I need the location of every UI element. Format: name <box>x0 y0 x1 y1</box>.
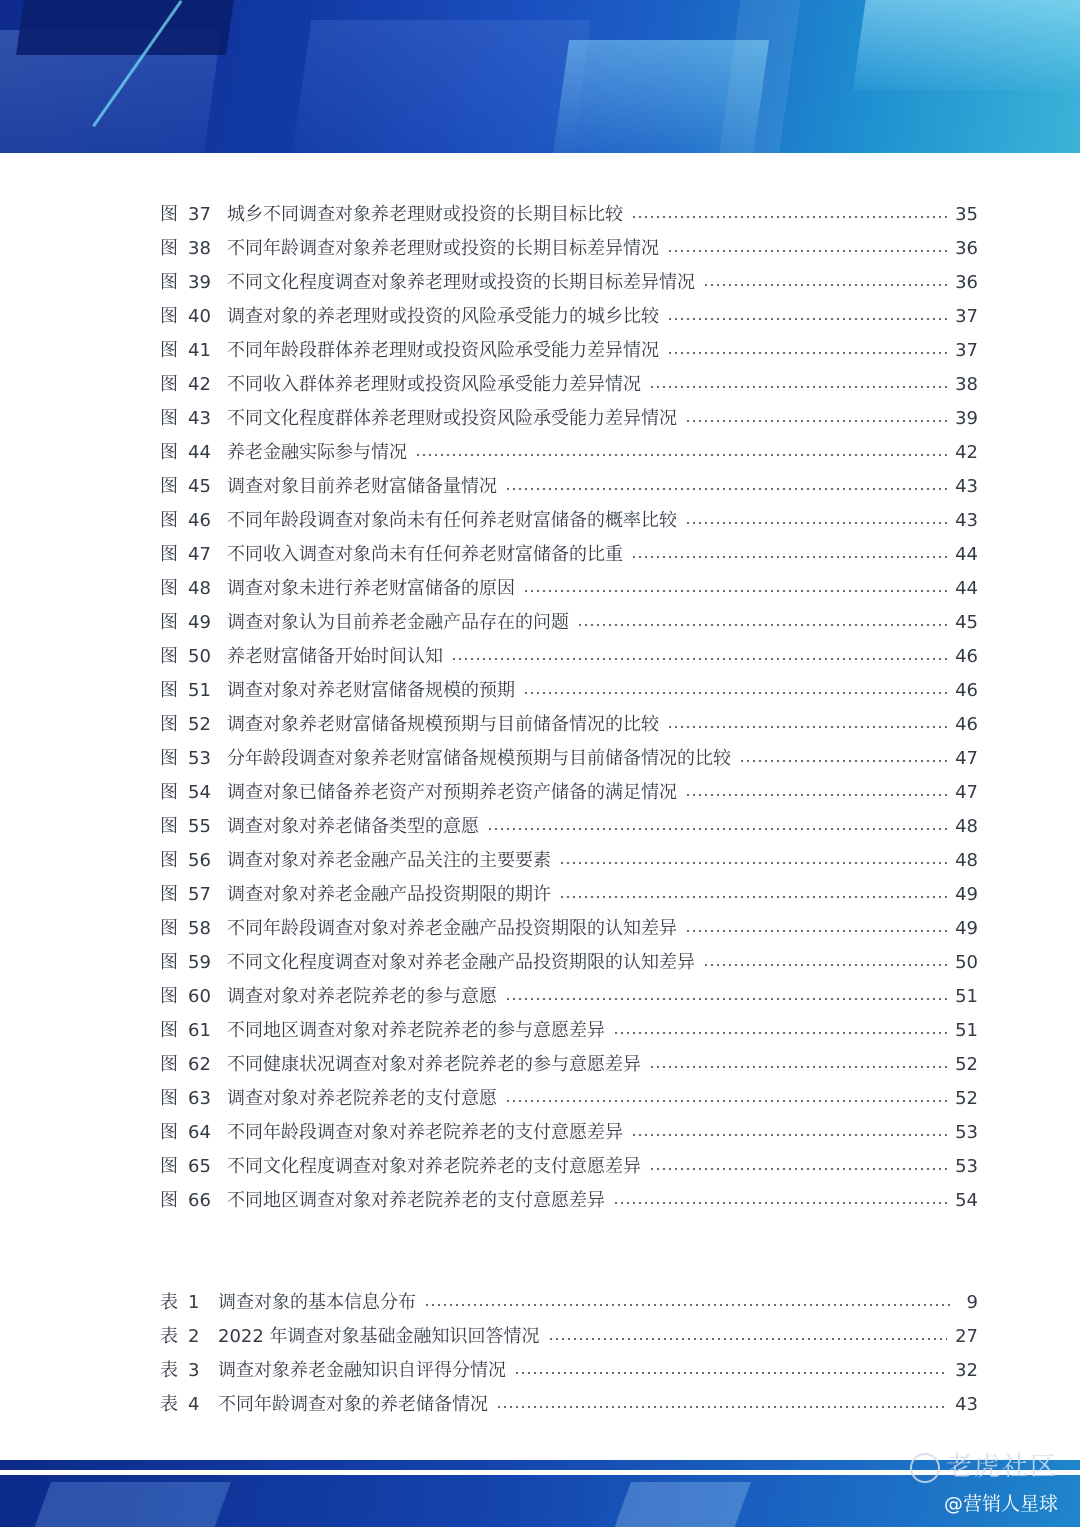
dot-leader <box>739 760 947 762</box>
entry-page-number: 53 <box>955 1156 978 1177</box>
entry-number: 53 <box>188 748 211 769</box>
dot-leader <box>649 1168 947 1170</box>
entry-number: 59 <box>188 952 211 973</box>
figure-entry[interactable] <box>160 538 978 572</box>
dot-leader <box>685 930 947 932</box>
entry-prefix: 图 <box>160 646 178 667</box>
entry-number: 50 <box>188 646 211 667</box>
dot-leader <box>523 590 947 592</box>
entry-number: 65 <box>188 1156 211 1177</box>
entry-title: 不同年龄段调查对象对养老金融产品投资期限的认知差异 <box>227 918 677 939</box>
entry-number: 60 <box>188 986 211 1007</box>
entry-title: 不同年龄段群体养老理财或投资风险承受能力差异情况 <box>227 340 659 361</box>
dot-leader <box>685 420 947 422</box>
entry-number: 62 <box>188 1054 211 1075</box>
figure-entry[interactable] <box>160 946 978 980</box>
banner-shape <box>289 20 591 153</box>
entry-page-number: 32 <box>955 1360 978 1381</box>
entry-page-number: 43 <box>955 510 978 531</box>
footer-shape <box>29 1482 231 1527</box>
entry-number: 63 <box>188 1088 211 1109</box>
figure-entry[interactable] <box>160 810 978 844</box>
entry-title: 不同年龄调查对象养老理财或投资的长期目标差异情况 <box>227 238 659 259</box>
entry-prefix: 图 <box>160 782 178 803</box>
entry-number: 66 <box>188 1190 211 1211</box>
watermark <box>910 1446 1058 1483</box>
figure-entry[interactable] <box>160 878 978 912</box>
dot-leader <box>685 522 947 524</box>
entry-number: 52 <box>188 714 211 735</box>
watermark-logo-icon <box>910 1453 940 1483</box>
entry-prefix: 图 <box>160 510 178 531</box>
figure-entry[interactable] <box>160 402 978 436</box>
entry-page-number: 38 <box>955 374 978 395</box>
table-entry[interactable] <box>160 1388 978 1422</box>
entry-number: 42 <box>188 374 211 395</box>
dot-leader <box>496 1406 947 1408</box>
entry-prefix: 图 <box>160 1054 178 1075</box>
entry-title: 调查对象已储备养老资产对预期养老资产储备的满足情况 <box>227 782 677 803</box>
banner-shape <box>853 0 1080 90</box>
entry-prefix: 图 <box>160 918 178 939</box>
entry-title: 调查对象对养老储备类型的意愿 <box>227 816 479 837</box>
entry-page-number: 27 <box>955 1326 978 1347</box>
entry-title: 不同年龄段调查对象对养老院养老的支付意愿差异 <box>227 1122 623 1143</box>
entry-title: 不同文化程度调查对象对养老金融产品投资期限的认知差异 <box>227 952 695 973</box>
entry-number: 48 <box>188 578 211 599</box>
figure-entry[interactable] <box>160 232 978 266</box>
entry-prefix: 图 <box>160 1088 178 1109</box>
table-list <box>160 1286 978 1422</box>
table-entry[interactable] <box>160 1354 978 1388</box>
watermark-text: 老虎社区 <box>945 1452 1058 1482</box>
figure-entry[interactable] <box>160 1082 978 1116</box>
dot-leader <box>613 1202 947 1204</box>
dot-leader <box>505 998 947 1000</box>
entry-title: 2022 年调查对象基础金融知识回答情况 <box>218 1326 540 1347</box>
entry-title: 不同年龄段调查对象尚未有任何养老财富储备的概率比较 <box>227 510 677 531</box>
entry-title: 养老金融实际参与情况 <box>227 442 407 463</box>
table-entry[interactable] <box>160 1320 978 1354</box>
entry-prefix: 图 <box>160 714 178 735</box>
entry-prefix: 图 <box>160 884 178 905</box>
entry-title: 调查对象目前养老财富储备量情况 <box>227 476 497 497</box>
figure-entry[interactable] <box>160 606 978 640</box>
entry-prefix: 图 <box>160 850 178 871</box>
figure-entry[interactable] <box>160 266 978 300</box>
dot-leader <box>577 624 947 626</box>
entry-page-number: 50 <box>955 952 978 973</box>
entry-number: 43 <box>188 408 211 429</box>
entry-title: 调查对象对养老院养老的参与意愿 <box>227 986 497 1007</box>
entry-prefix: 图 <box>160 442 178 463</box>
dot-leader <box>559 896 947 898</box>
entry-number: 40 <box>188 306 211 327</box>
banner-shape <box>719 0 801 153</box>
entry-page-number: 36 <box>955 238 978 259</box>
entry-page-number: 45 <box>955 612 978 633</box>
entry-page-number: 46 <box>955 714 978 735</box>
entry-page-number: 35 <box>955 204 978 225</box>
entry-title: 调查对象未进行养老财富储备的原因 <box>227 578 515 599</box>
entry-prefix: 表 <box>160 1326 178 1347</box>
entry-number: 38 <box>188 238 211 259</box>
entry-title: 不同地区调查对象对养老院养老的参与意愿差异 <box>227 1020 605 1041</box>
entry-title: 不同健康状况调查对象对养老院养老的参与意愿差异 <box>227 1054 641 1075</box>
entry-prefix: 图 <box>160 1190 178 1211</box>
figure-list <box>160 198 978 1218</box>
figure-entry[interactable] <box>160 1116 978 1150</box>
dot-leader <box>667 250 947 252</box>
entry-prefix: 图 <box>160 1122 178 1143</box>
entry-page-number: 47 <box>955 782 978 803</box>
entry-title: 不同文化程度调查对象对养老院养老的支付意愿差异 <box>227 1156 641 1177</box>
figure-entry[interactable] <box>160 436 978 470</box>
entry-page-number: 42 <box>955 442 978 463</box>
entry-prefix: 图 <box>160 578 178 599</box>
entry-prefix: 图 <box>160 374 178 395</box>
entry-page-number: 49 <box>955 918 978 939</box>
entry-prefix: 图 <box>160 1156 178 1177</box>
entry-prefix: 图 <box>160 748 178 769</box>
dot-leader <box>631 1134 947 1136</box>
entry-title: 调查对象对养老院养老的支付意愿 <box>227 1088 497 1109</box>
figure-entry[interactable] <box>160 640 978 674</box>
dot-leader <box>667 352 947 354</box>
entry-number: 49 <box>188 612 211 633</box>
entry-title: 调查对象的养老理财或投资的风险承受能力的城乡比较 <box>227 306 659 327</box>
entry-number: 2 <box>188 1326 200 1347</box>
entry-page-number: 53 <box>955 1122 978 1143</box>
figure-entry[interactable] <box>160 300 978 334</box>
entry-title: 调查对象认为目前养老金融产品存在的问题 <box>227 612 569 633</box>
entry-title: 不同收入调查对象尚未有任何养老财富储备的比重 <box>227 544 623 565</box>
entry-prefix: 图 <box>160 680 178 701</box>
entry-number: 3 <box>188 1360 200 1381</box>
entry-prefix: 图 <box>160 238 178 259</box>
entry-prefix: 表 <box>160 1360 178 1381</box>
entry-prefix: 图 <box>160 408 178 429</box>
dot-leader <box>631 216 947 218</box>
entry-title: 调查对象养老金融知识自评得分情况 <box>218 1360 506 1381</box>
entry-prefix: 图 <box>160 544 178 565</box>
figure-entry[interactable] <box>160 198 978 232</box>
entry-number: 51 <box>188 680 211 701</box>
entry-title: 不同地区调查对象对养老院养老的支付意愿差异 <box>227 1190 605 1211</box>
table-entry[interactable] <box>160 1286 978 1320</box>
entry-page-number: 52 <box>955 1088 978 1109</box>
dot-leader <box>631 556 947 558</box>
dot-leader <box>685 794 947 796</box>
entry-page-number: 51 <box>955 986 978 1007</box>
entry-page-number: 39 <box>955 408 978 429</box>
entry-number: 64 <box>188 1122 211 1143</box>
dot-leader <box>548 1338 948 1340</box>
dot-leader <box>649 1066 947 1068</box>
entry-number: 44 <box>188 442 211 463</box>
entry-prefix: 图 <box>160 612 178 633</box>
figure-entry[interactable] <box>160 470 978 504</box>
entry-title: 不同年龄调查对象的养老储备情况 <box>218 1394 488 1415</box>
entry-number: 58 <box>188 918 211 939</box>
figure-entry[interactable] <box>160 674 978 708</box>
entry-prefix: 图 <box>160 952 178 973</box>
figure-entry[interactable] <box>160 980 978 1014</box>
entry-page-number: 37 <box>955 306 978 327</box>
dot-leader <box>613 1032 947 1034</box>
entry-prefix: 图 <box>160 306 178 327</box>
entry-page-number: 37 <box>955 340 978 361</box>
figure-entry[interactable] <box>160 1014 978 1048</box>
dot-leader <box>415 454 947 456</box>
credit-text: @营销人星球 <box>943 1493 1058 1515</box>
entry-prefix: 图 <box>160 1020 178 1041</box>
dot-leader <box>523 692 947 694</box>
dot-leader <box>703 964 947 966</box>
entry-number: 1 <box>188 1292 200 1313</box>
entry-number: 55 <box>188 816 211 837</box>
entry-prefix: 图 <box>160 340 178 361</box>
entry-page-number: 9 <box>966 1292 978 1313</box>
figure-entry[interactable] <box>160 1150 978 1184</box>
entry-page-number: 52 <box>955 1054 978 1075</box>
entry-number: 4 <box>188 1394 200 1415</box>
entry-prefix: 表 <box>160 1292 178 1313</box>
figure-entry[interactable] <box>160 572 978 606</box>
figure-entry[interactable] <box>160 912 978 946</box>
entry-prefix: 图 <box>160 816 178 837</box>
entry-prefix: 图 <box>160 986 178 1007</box>
entry-prefix: 图 <box>160 272 178 293</box>
dot-leader <box>487 828 947 830</box>
entry-page-number: 43 <box>955 1394 978 1415</box>
entry-title: 调查对象对养老金融产品投资期限的期许 <box>227 884 551 905</box>
entry-prefix: 表 <box>160 1394 178 1415</box>
entry-page-number: 48 <box>955 816 978 837</box>
dot-leader <box>649 386 947 388</box>
entry-title: 调查对象对养老财富储备规模的预期 <box>227 680 515 701</box>
entry-title: 调查对象的基本信息分布 <box>218 1292 416 1313</box>
entry-page-number: 44 <box>955 544 978 565</box>
entry-page-number: 36 <box>955 272 978 293</box>
entry-number: 61 <box>188 1020 211 1041</box>
entry-number: 47 <box>188 544 211 565</box>
figure-entry[interactable] <box>160 504 978 538</box>
entry-number: 57 <box>188 884 211 905</box>
footer-shape <box>609 1482 751 1527</box>
figure-entry[interactable] <box>160 776 978 810</box>
figure-entry[interactable] <box>160 844 978 878</box>
entry-page-number: 54 <box>955 1190 978 1211</box>
dot-leader <box>505 488 947 490</box>
entry-page-number: 43 <box>955 476 978 497</box>
entry-number: 41 <box>188 340 211 361</box>
entry-prefix: 图 <box>160 476 178 497</box>
entry-prefix: 图 <box>160 204 178 225</box>
entry-title: 调查对象养老财富储备规模预期与目前储备情况的比较 <box>227 714 659 735</box>
header-banner <box>0 0 1080 153</box>
banner-shape <box>16 0 234 55</box>
entry-title: 分年龄段调查对象养老财富储备规模预期与目前储备情况的比较 <box>227 748 731 769</box>
figure-entry[interactable] <box>160 742 978 776</box>
dot-leader <box>703 284 947 286</box>
entry-page-number: 48 <box>955 850 978 871</box>
figure-entry[interactable] <box>160 368 978 402</box>
entry-page-number: 49 <box>955 884 978 905</box>
dot-leader <box>424 1304 950 1306</box>
entry-number: 45 <box>188 476 211 497</box>
entry-title: 不同收入群体养老理财或投资风险承受能力差异情况 <box>227 374 641 395</box>
dot-leader <box>667 726 947 728</box>
dot-leader <box>451 658 947 660</box>
entry-page-number: 46 <box>955 680 978 701</box>
entry-title: 调查对象对养老金融产品关注的主要要素 <box>227 850 551 871</box>
entry-page-number: 47 <box>955 748 978 769</box>
figure-entry[interactable] <box>160 1048 978 1082</box>
figure-entry[interactable] <box>160 334 978 368</box>
figure-entry[interactable] <box>160 708 978 742</box>
figure-entry[interactable] <box>160 1184 978 1218</box>
dot-leader <box>667 318 947 320</box>
entry-title: 不同文化程度群体养老理财或投资风险承受能力差异情况 <box>227 408 677 429</box>
entry-number: 46 <box>188 510 211 531</box>
entry-title: 城乡不同调查对象养老理财或投资的长期目标比较 <box>227 204 623 225</box>
entry-page-number: 51 <box>955 1020 978 1041</box>
dot-leader <box>514 1372 947 1374</box>
entry-page-number: 46 <box>955 646 978 667</box>
entry-title: 养老财富储备开始时间认知 <box>227 646 443 667</box>
entry-number: 39 <box>188 272 211 293</box>
entry-title: 不同文化程度调查对象养老理财或投资的长期目标差异情况 <box>227 272 695 293</box>
dot-leader <box>559 862 947 864</box>
entry-number: 37 <box>188 204 211 225</box>
dot-leader <box>505 1100 947 1102</box>
entry-number: 56 <box>188 850 211 871</box>
entry-number: 54 <box>188 782 211 803</box>
entry-page-number: 44 <box>955 578 978 599</box>
